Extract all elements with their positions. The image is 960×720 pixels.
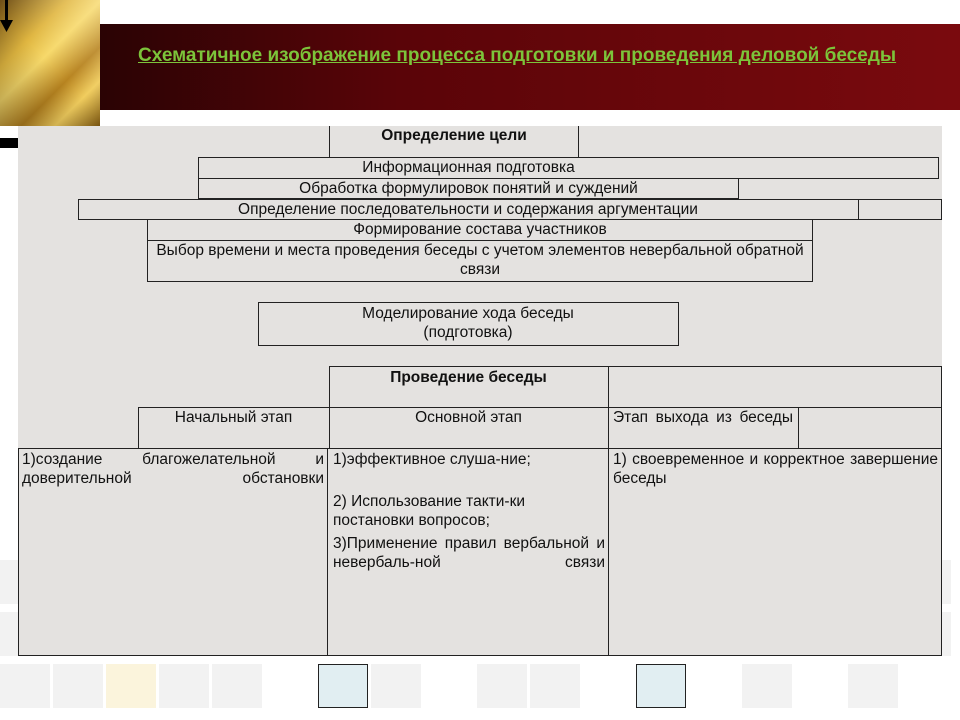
detail-initial: 1)создание благожелательной и доверительной обстановки bbox=[22, 451, 324, 487]
sequence-label: Определение последовательности и содержания аргументации bbox=[238, 201, 698, 218]
detail-main-1: 1)эффективное слуша-ние; bbox=[333, 451, 531, 468]
time-place-label: Выбор времени и места проведения беседы с учетом элементов невербальной обратной связи bbox=[156, 242, 804, 278]
accent-bar bbox=[0, 138, 20, 148]
stage-main-label: Основной этап bbox=[415, 409, 522, 426]
goal-label: Определение цели bbox=[381, 127, 527, 144]
detail-main-2: 2) Использование такти-ки постановки вопросов; bbox=[333, 493, 526, 529]
cursor-arrow-icon bbox=[0, 0, 14, 34]
participants-label: Формирование состава участников bbox=[353, 221, 607, 238]
details-divider-1 bbox=[327, 448, 328, 656]
sequence-divider bbox=[858, 199, 859, 220]
modeling-label: Моделирование хода беседы (подготовка) bbox=[362, 305, 574, 341]
detail-main-3: 3)Применение правил вербальной и невербаль-ной связи bbox=[333, 535, 605, 571]
info-prep-label: Информационная подготовка bbox=[362, 159, 575, 176]
stage-initial-label: Начальный этап bbox=[174, 409, 293, 426]
processing-label: Обработка формулировок понятий и суждений bbox=[299, 180, 638, 197]
page-title: Схематичное изображение процесса подготовки и проведения деловой беседы bbox=[138, 45, 897, 66]
stages-divider-2 bbox=[608, 407, 609, 449]
gold-bars-image bbox=[0, 0, 100, 126]
conduct-label: Проведение беседы bbox=[390, 369, 547, 386]
details-divider-2 bbox=[608, 448, 609, 656]
detail-exit: 1) своевременное и корректное завершение беседы bbox=[613, 451, 938, 487]
stages-divider-3 bbox=[798, 407, 799, 449]
stage-exit-label: Этап выхода из беседы bbox=[613, 409, 793, 426]
conduct-divider bbox=[608, 366, 609, 408]
